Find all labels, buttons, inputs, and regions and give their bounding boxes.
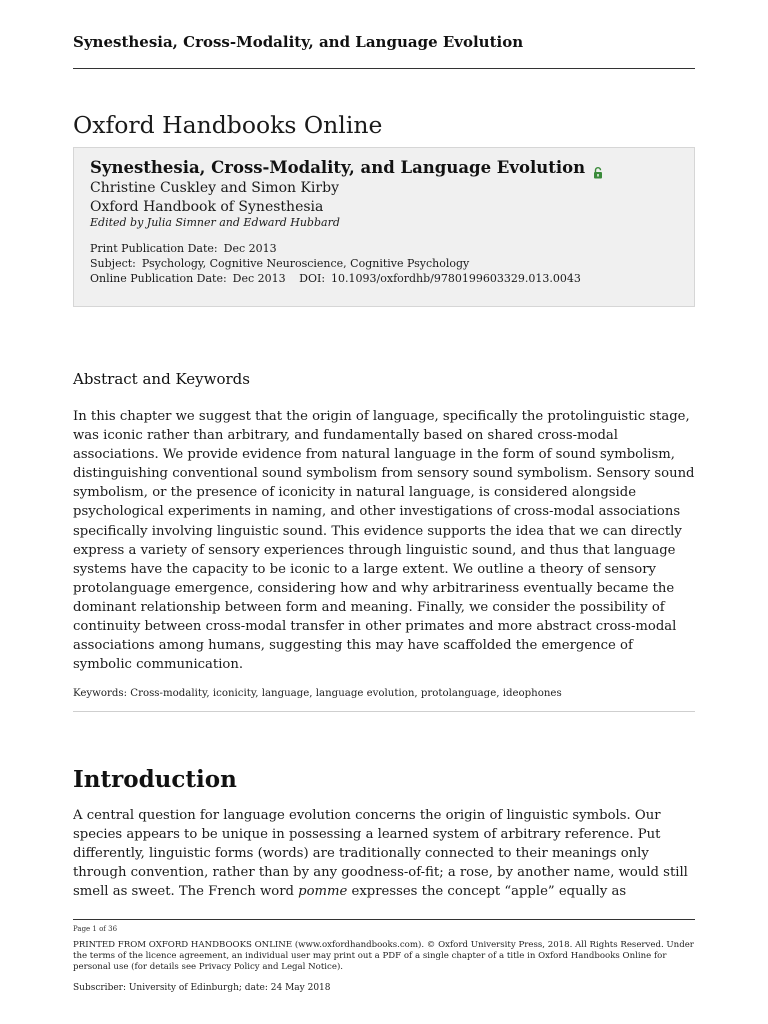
brand-title: Oxford Handbooks Online bbox=[73, 111, 383, 139]
keywords: Keywords: Cross-modality, iconicity, language, language evolution, protolanguage, ideophones bbox=[73, 688, 562, 699]
subject-row: Subject: Psychology, Cognitive Neuroscience, Cognitive Psychology bbox=[90, 257, 470, 270]
editors: Edited by Julia Simner and Edward Hubbard bbox=[90, 216, 340, 229]
authors: Christine Cuskley and Simon Kirby bbox=[90, 180, 339, 196]
print-notice: PRINTED FROM OXFORD HANDBOOKS ONLINE (www.oxfordhandbooks.com). © Oxford University Press, 2018. All Rights Reserved. Under the terms of the licence agreement, an individual user may print out a PDF of a single chapter of a title in Oxford Handbooks Online for personal use (for details see Privacy Policy and Legal Notice). bbox=[73, 940, 694, 972]
introduction-text: A central question for language evolution concerns the origin of linguistic symbols. Our species appears to be unique in possessing a learned system of arbitrary reference. Put differently, linguistic forms (words) are traditionally connected to their meanings only through convention, rather than by any goodness-of-fit; a rose, by another name, would still smell as sweet. The French word pomme expresses the concept “apple” equally as bbox=[73, 808, 688, 900]
subscriber-info: Subscriber: University of Edinburgh; date: 24 May 2018 bbox=[73, 983, 331, 993]
header-divider bbox=[73, 68, 695, 69]
open-lock-icon bbox=[593, 164, 603, 176]
footer-divider bbox=[73, 919, 695, 920]
publication-info bbox=[90, 241, 678, 286]
online-publication-row: Online Publication Date: Dec 2013 DOI: 10.1093/oxfordhb/9780199603329.013.0043 bbox=[90, 272, 581, 285]
abstract-heading: Abstract and Keywords bbox=[73, 370, 250, 388]
chapter-metadata-box bbox=[73, 147, 695, 307]
introduction-heading: Introduction bbox=[73, 766, 237, 793]
page-number: Page 1 of 36 bbox=[73, 925, 118, 933]
book-title: Oxford Handbook of Synesthesia bbox=[90, 199, 324, 215]
chapter-title bbox=[90, 158, 678, 177]
running-title: Synesthesia, Cross-Modality, and Language Evolution bbox=[73, 33, 524, 51]
document-page bbox=[73, 0, 695, 1024]
print-publication-row: Print Publication Date: Dec 2013 bbox=[90, 242, 277, 255]
abstract-text: In this chapter we suggest that the origin of language, specifically the protolinguistic stage, was iconic rather than arbitrary, and fundamentally based on shared cross-modal associations. We provide evidence from natural language in the form of sound symbolism, distinguishing conventional sound symbolism from sensory sound symbolism. Sensory sound symbolism, or the presence of iconicity in natural language, is considered alongside psychological experiments in naming, and other investigations of cross-modal associations specifically involving linguistic sound. This evidence supports the idea that we can directly express a variety of sensory experiences through linguistic sound, and thus that language systems have the capacity to be iconic to a large extent. We outline a theory of sensory protolanguage emergence, considering how and why arbitrariness eventually became the dominant relationship between form and meaning. Finally, we consider the possibility of continuity between cross-modal transfer in other primates and more abstract cross-modal associations among humans, suggesting this may have scaffolded the emergence of symbolic communication. bbox=[73, 409, 695, 673]
chapter-title-text: Synesthesia, Cross-Modality, and Language Evolution bbox=[90, 158, 586, 177]
abstract-divider bbox=[73, 711, 695, 712]
doi-link[interactable]: 10.1093/oxfordhb/9780199603329.013.0043 bbox=[331, 272, 581, 285]
